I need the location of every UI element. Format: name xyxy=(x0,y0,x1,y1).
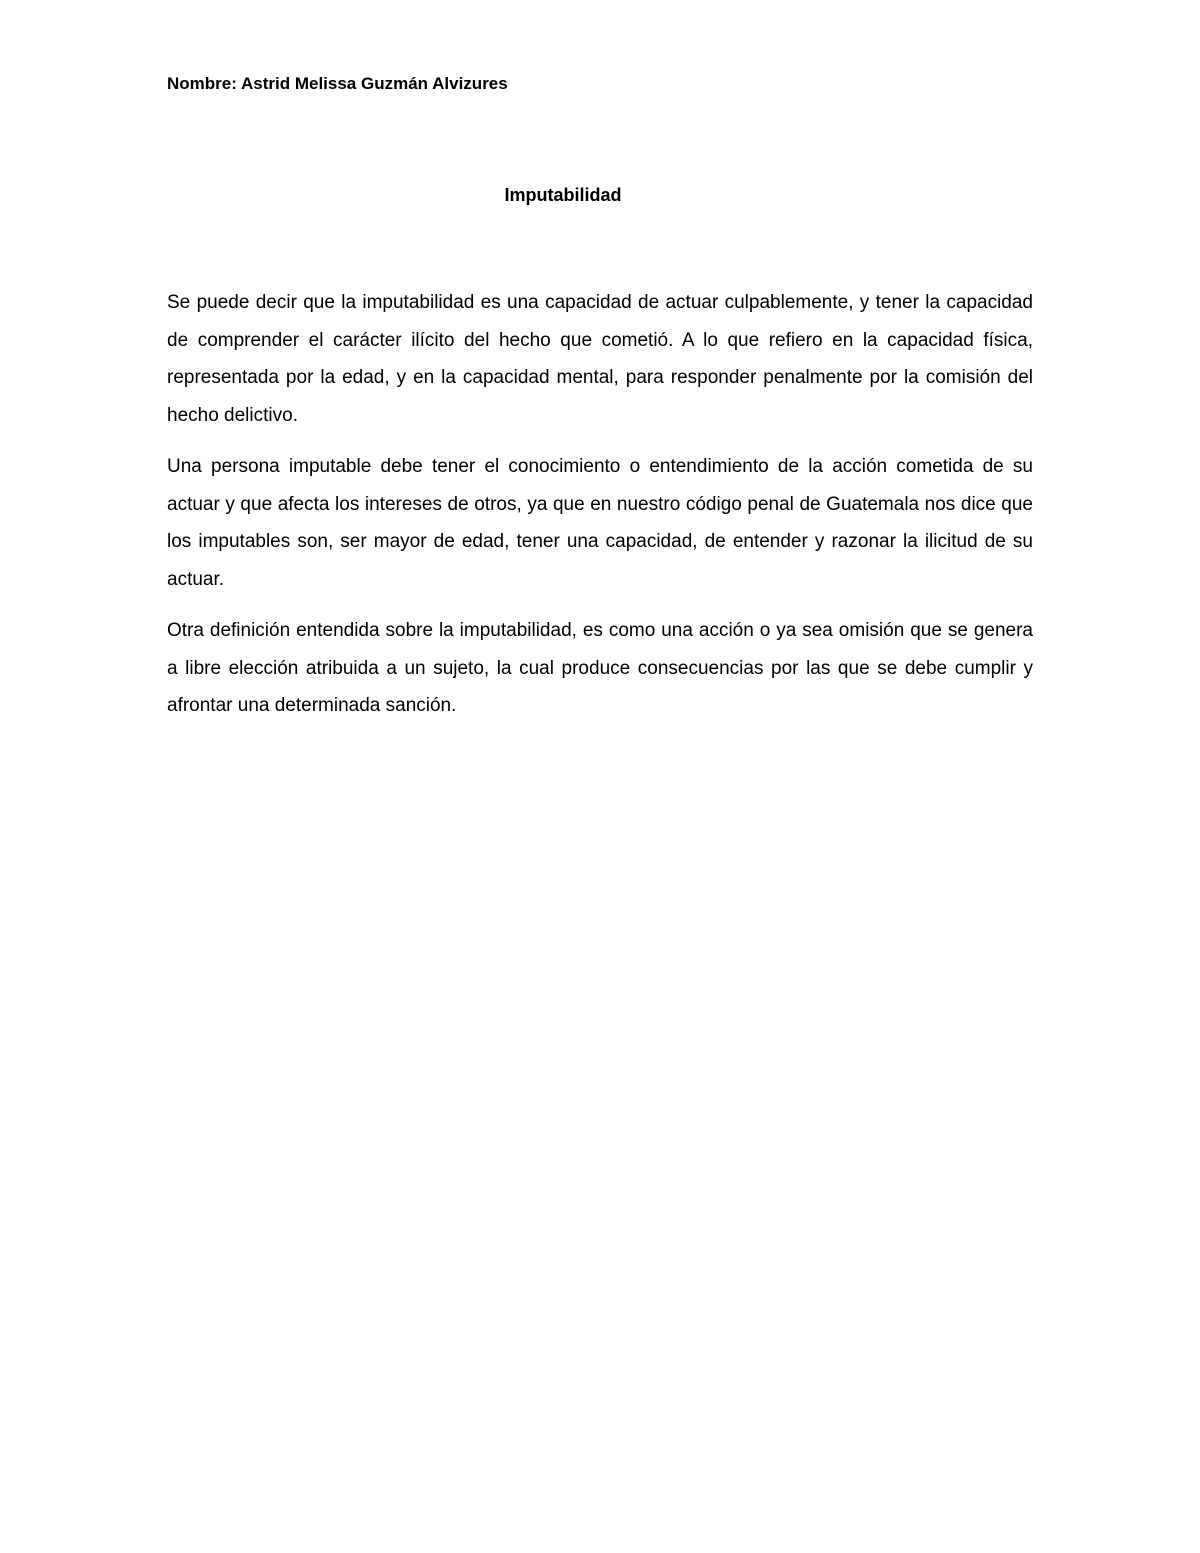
document-body xyxy=(167,284,1033,739)
paragraph: Otra definición entendida sobre la imputabilidad, es como una acción o ya sea omisión que se genera a libre elección atribuida a un sujeto, la cual produce consecuencias por las que se debe cumplir y afrontar una determinada sanción. xyxy=(167,620,1033,716)
paragraph: Una persona imputable debe tener el conocimiento o entendimiento de la acción cometida de su actuar y que afecta los intereses de otros, ya que en nuestro código penal de Guatemala nos dice que los imputables son, ser mayor de edad, tener una capacidad, de entender y razonar la ilicitud de su actuar. xyxy=(167,456,1033,590)
document-title: Imputabilidad xyxy=(504,185,622,205)
author-name: Nombre: Astrid Melissa Guzmán Alvizures xyxy=(167,74,508,93)
paragraph: Se puede decir que la imputabilidad es una capacidad de actuar culpablemente, y tener la capacidad de comprender el carácter ilícito del hecho que cometió. A lo que refiero en la capacidad física, representada por la edad, y en la capacidad mental, para responder penalmente por la comisión del hecho delictivo. xyxy=(167,292,1033,426)
